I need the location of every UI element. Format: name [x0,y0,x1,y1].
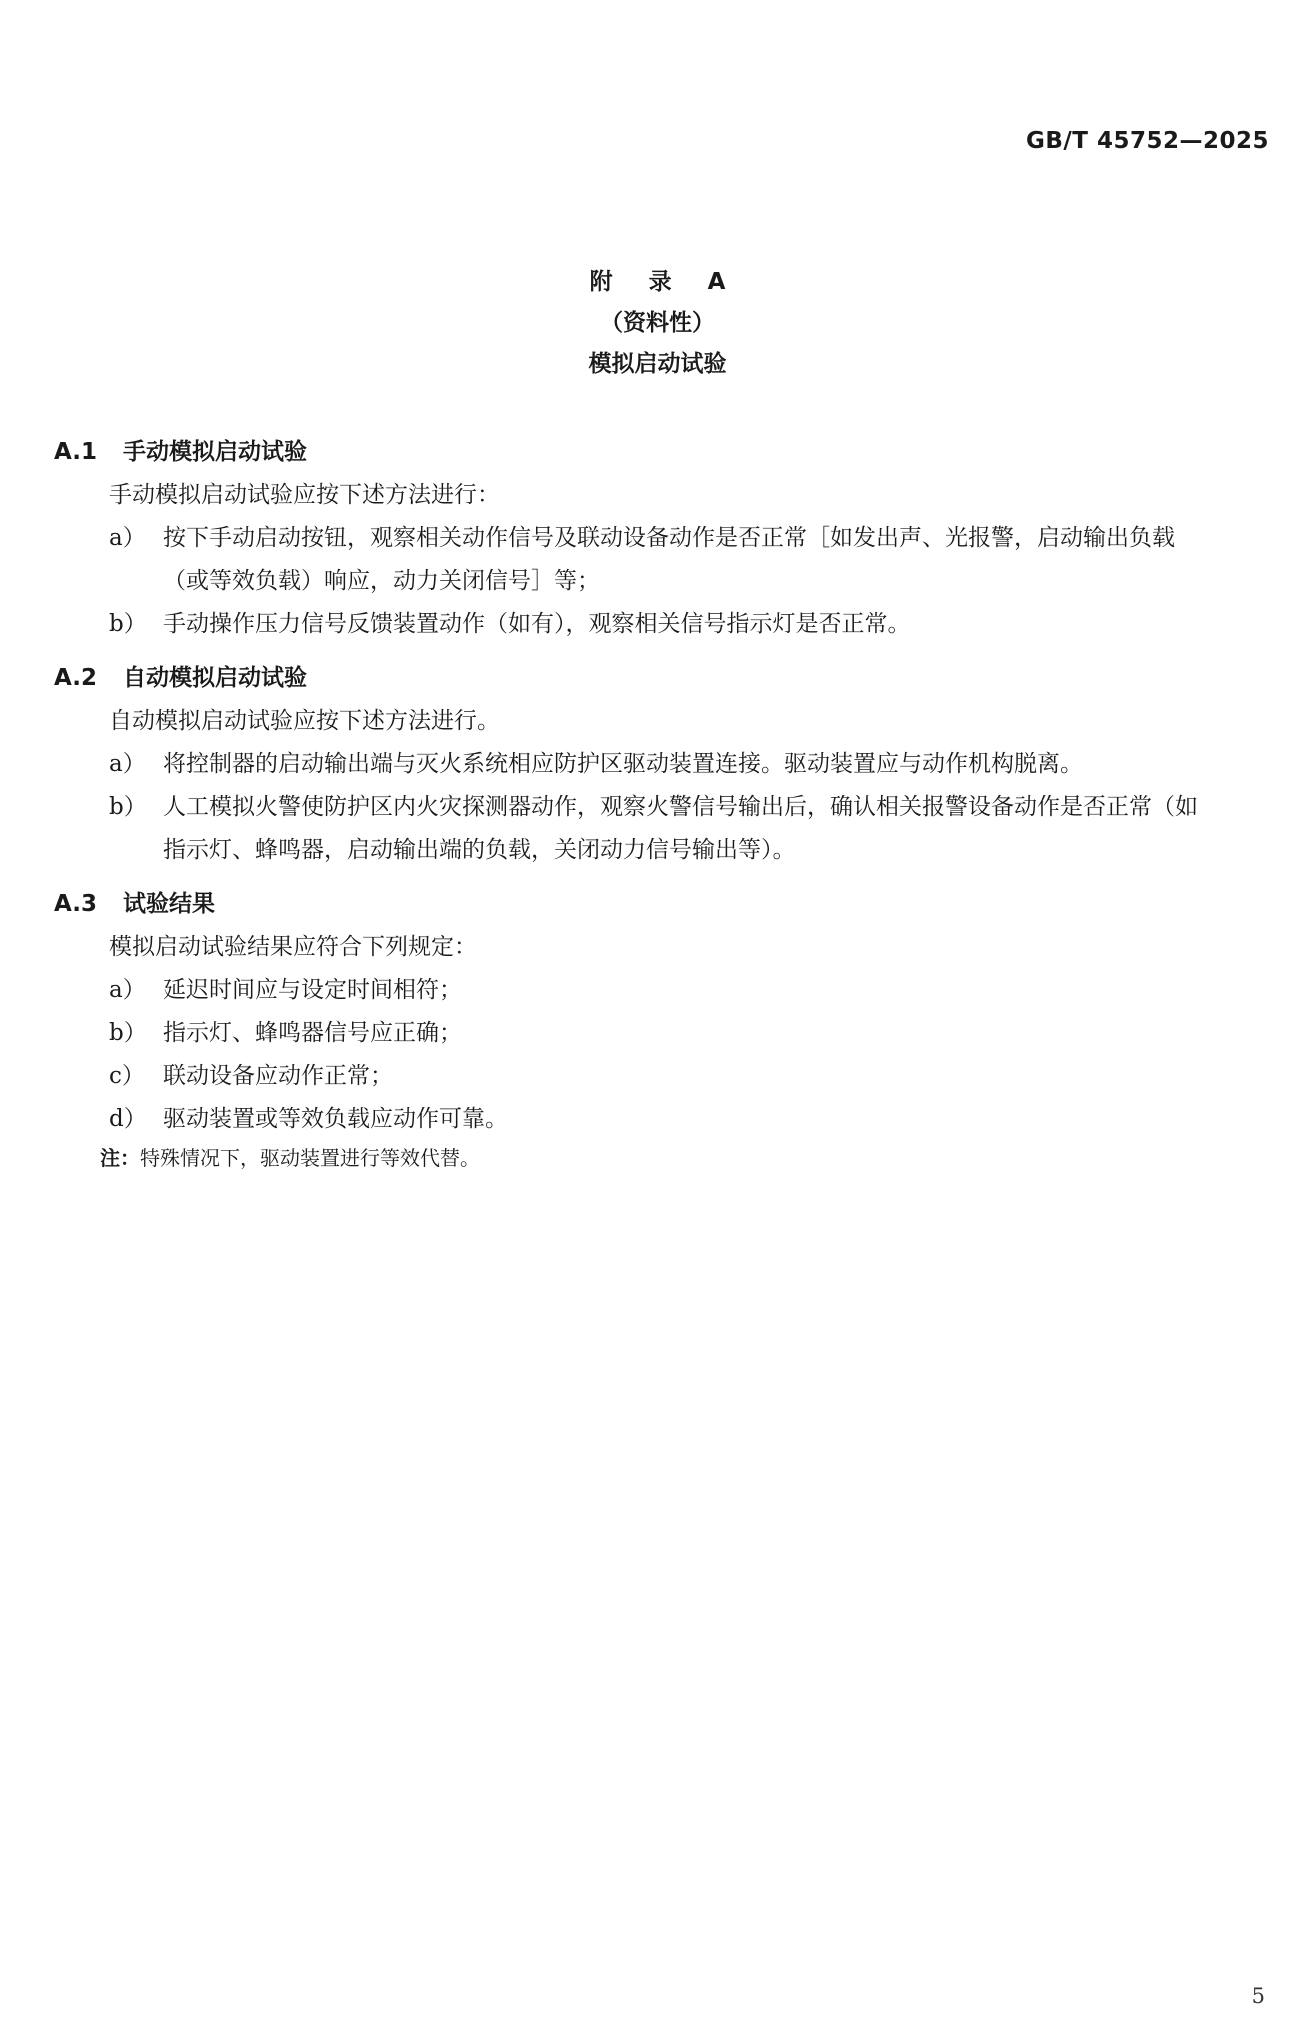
section-number: A.2 [54,665,97,691]
appendix-name: 模拟启动试验 [588,351,727,377]
list-item [54,603,1214,646]
section-title: 手动模拟启动试验 [123,439,307,465]
appendix-label: 附 录 A [589,269,740,295]
note [100,1141,1274,1175]
document-code: GB/T 45752—2025 [1025,128,1269,154]
list-item [54,1055,1214,1098]
list-marker: a） [109,525,146,551]
list-item-text: 联动设备应动作正常； [163,1063,393,1089]
list-item-text: 延迟时间应与设定时间相符； [163,977,462,1003]
section-intro: 自动模拟启动试验应按下述方法进行。 [109,708,500,734]
section-title: 自动模拟启动试验 [123,665,307,691]
list-item-text: 指示灯、蜂鸣器信号应正确； [163,1020,462,1046]
list-item [54,786,1214,872]
section-intro: 手动模拟启动试验应按下述方法进行： [109,482,500,508]
list-marker: a） [109,751,146,777]
note-text: 特殊情况下，驱动装置进行等效代替。 [140,1146,480,1170]
section-title: 试验结果 [123,891,215,917]
appendix-nature: （资料性） [600,310,715,336]
list-marker: a） [109,977,146,1003]
list-item-text: 人工模拟火警使防护区内火灾探测器动作，观察火警信号输出后，确认相关报警设备动作是否正常（如指示灯、蜂鸣器，启动输出端的负载，关闭动力信号输出等）。 [163,794,1198,863]
list-item [54,517,1214,603]
list-item [54,743,1214,786]
section-intro: 模拟启动试验结果应符合下列规定： [109,934,477,960]
list-item-text: 驱动装置或等效负载应动作可靠。 [163,1106,508,1132]
list-marker: b） [109,611,147,637]
section-heading-a1 [54,430,1274,474]
list-item [54,1098,1214,1141]
page-number: 5 [1251,1984,1265,2008]
section-heading-a2 [54,656,1274,700]
list-marker: c） [109,1063,145,1089]
note-label: 注： [100,1146,140,1170]
section-number: A.1 [54,439,97,465]
list-item-text: 手动操作压力信号反馈装置动作（如有），观察相关信号指示灯是否正常。 [163,611,911,637]
list-item-text: 将控制器的启动输出端与灭火系统相应防护区驱动装置连接。驱动装置应与动作机构脱离。 [163,751,1083,777]
list-marker: b） [109,1020,147,1046]
appendix-title-block [0,262,1315,385]
list-item-text: 按下手动启动按钮，观察相关动作信号及联动设备动作是否正常［如发出声、光报警，启动输出负载（或等效负载）响应，动力关闭信号］等； [163,525,1175,594]
section-number: A.3 [54,891,97,917]
list-item [54,969,1214,1012]
appendix-content [54,430,1274,1175]
list-item [54,1012,1214,1055]
list-marker: d） [109,1106,147,1132]
section-heading-a3 [54,882,1274,926]
list-marker: b） [109,794,147,820]
